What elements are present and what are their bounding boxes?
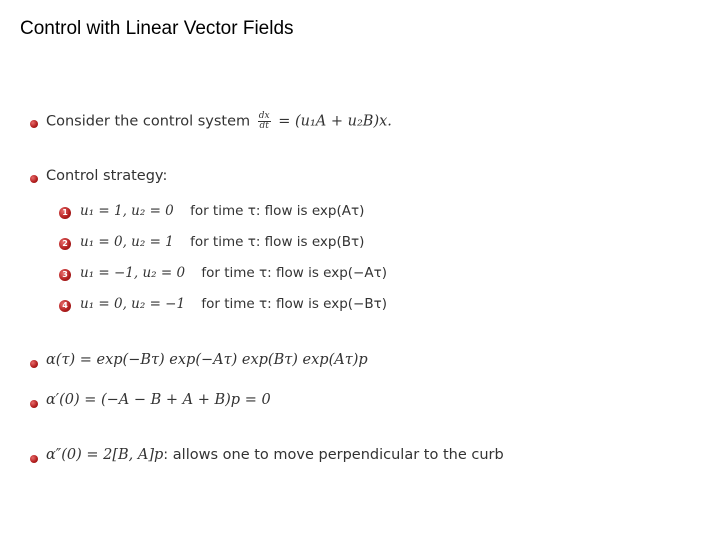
step-duration: for time τ: flow is exp(Bτ) bbox=[190, 234, 365, 250]
derivative-fraction bbox=[258, 112, 271, 131]
bullet-icon bbox=[30, 360, 38, 368]
bullet-icon bbox=[30, 175, 38, 183]
step-3 bbox=[80, 265, 387, 281]
slide-title: Control with Linear Vector Fields bbox=[20, 18, 294, 39]
fraction-numerator: dx bbox=[258, 111, 270, 121]
step-duration: for time τ: flow is exp(−Bτ) bbox=[201, 296, 388, 312]
strategy-heading: Control strategy: bbox=[46, 168, 168, 184]
step-number-badge: 3 bbox=[59, 269, 71, 281]
step-4 bbox=[80, 296, 387, 312]
step-controls: u₁ = 0, u₂ = −1 bbox=[80, 296, 186, 312]
step-controls: u₁ = 1, u₂ = 0 bbox=[80, 203, 174, 219]
step-duration: for time τ: flow is exp(Aτ) bbox=[190, 203, 365, 219]
step-number-badge: 4 bbox=[59, 300, 71, 312]
consider-text: Consider the control system bbox=[46, 113, 251, 130]
alpha-prime-equation: α′(0) = (−A − B + A + B)p = 0 bbox=[46, 392, 271, 408]
consider-line bbox=[46, 112, 392, 131]
alpha-double-prime-line bbox=[46, 447, 504, 463]
bullet-icon bbox=[30, 455, 38, 463]
bullet-icon bbox=[30, 400, 38, 408]
system-equation: = (u₁A + u₂B)x. bbox=[278, 113, 392, 130]
step-controls: u₁ = 0, u₂ = 1 bbox=[80, 234, 174, 250]
fraction-denominator: dt bbox=[259, 121, 269, 131]
alpha-equation: α(τ) = exp(−Bτ) exp(−Aτ) exp(Bτ) exp(Aτ)p bbox=[46, 352, 368, 368]
step-duration: for time τ: flow is exp(−Aτ) bbox=[201, 265, 387, 281]
step-controls: u₁ = −1, u₂ = 0 bbox=[80, 265, 186, 281]
step-number-badge: 2 bbox=[59, 238, 71, 250]
step-1 bbox=[80, 203, 364, 219]
bullet-icon bbox=[30, 120, 38, 128]
step-number-badge: 1 bbox=[59, 207, 71, 219]
alpha-double-prime-text: : allows one to move perpendicular to the curb bbox=[163, 447, 504, 463]
step-2 bbox=[80, 234, 364, 250]
alpha-double-prime-equation: α″(0) = 2[B, A]p bbox=[46, 447, 164, 463]
